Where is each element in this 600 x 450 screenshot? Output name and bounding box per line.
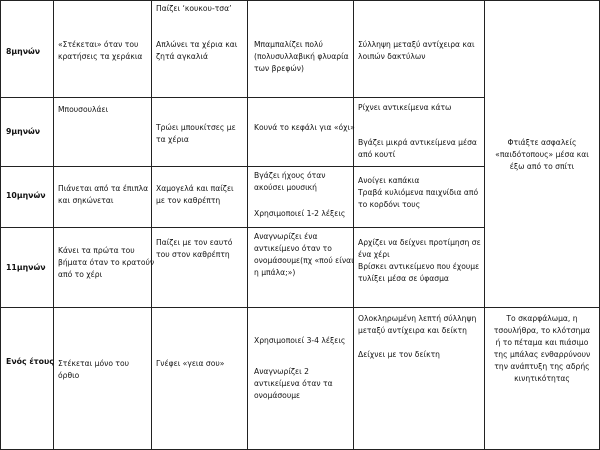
motor-note: τσουλήθρα, το κλότσημα — [493, 326, 591, 335]
cell-text: αντικείμενο όταν το — [254, 244, 332, 253]
motor-note: την ανάπτυξη της αδρής — [494, 362, 590, 371]
cell-text: Σύλληψη μεταξύ αντίχειρα και — [358, 40, 475, 49]
motor-note: κινητικότητας — [514, 374, 570, 383]
safety-note: έξω από το σπίτι — [509, 162, 575, 171]
safety-note: «παιδότοπους» μέσα και — [495, 150, 589, 159]
motor-note: ή το πέταμα και πιάσιμο — [495, 338, 589, 347]
cell-text: ονομάσουμε(πχ «πού είναι — [254, 256, 354, 265]
age-label: 11μηνών — [6, 263, 46, 272]
cell-text: Αρχίζει να δείχνει προτίμηση σε — [358, 238, 481, 247]
cell-text: από κουτί — [358, 150, 396, 159]
age-label: 10μηνών — [6, 191, 46, 200]
cell-text: Στέκεται μόνο του — [58, 359, 130, 368]
cell-text: όρθιο — [58, 371, 80, 380]
cell-text: Χρησιμοποιεί 3-4 λέξεις — [254, 336, 346, 345]
cell-text: του στον καθρέπτη — [156, 250, 230, 259]
row-divider — [0, 97, 484, 98]
cell-text: Βγάζει μικρά αντικείμενα μέσα — [358, 138, 477, 147]
cell-text: Αναγνωρίζει 2 — [254, 367, 309, 376]
cell-text: Ρίχνει αντικείμενα κάτω — [358, 103, 452, 112]
cell-text: βήματα όταν το κρατούν — [58, 258, 155, 267]
age-label: 8μηνών — [6, 47, 41, 56]
cell-text: Γνέφει «γεια σου» — [156, 359, 225, 368]
age-label: Ενός έτους — [6, 357, 54, 366]
cell-text: τα χέρια — [156, 135, 189, 144]
cell-text: Χαμογελά και παίζει — [156, 184, 234, 193]
cell-text: ζητά αγκαλιά — [156, 52, 208, 61]
cell-text: Παίζει με τον εαυτό — [156, 238, 233, 247]
cell-text: Αναγνωρίζει ένα — [254, 232, 318, 241]
cell-text: ονομάσουμε — [254, 391, 301, 400]
cell-text: Απλώνει τα χέρια και — [156, 40, 238, 49]
cell-text: η μπάλα;») — [254, 268, 296, 277]
column-divider — [53, 0, 54, 450]
column-divider — [0, 0, 1, 450]
cell-text: Κάνει τα πρώτα του — [58, 246, 135, 255]
cell-text: αντικείμενα όταν τα — [254, 379, 333, 388]
cell-text: Βρίσκει αντικείμενο που έχουμε — [358, 262, 480, 271]
cell-text: Τραβά κυλιόμενα παιχνίδια από — [358, 188, 479, 197]
cell-text: Μπαμπαλίζει πολύ — [254, 40, 323, 49]
cell-text: κρατήσεις τα χεράκια — [58, 52, 143, 61]
cell-text: Κουνά το κεφάλι για «όχι» — [254, 123, 355, 132]
cell-text: λοιπών δακτύλων — [358, 52, 426, 61]
motor-note: της μπάλας ενθαρρύνουν — [493, 350, 591, 359]
cell-text: Μπουσουλάει — [58, 105, 109, 114]
cell-text: Πιάνεται από τα έπιπλα — [58, 184, 149, 193]
cell-text: των βρεφών) — [254, 64, 304, 73]
cell-text: Παίζει ‘κουκου-τσα’ — [156, 4, 232, 13]
cell-text: (πολυσυλλαβική φλυαρία — [254, 52, 349, 61]
cell-text: Ολοκληρωμένη λεπτή σύλληψη — [358, 314, 477, 323]
cell-text: το κορδόνι τους — [358, 200, 421, 209]
column-divider — [247, 0, 248, 450]
column-divider — [353, 0, 354, 450]
cell-text: και σηκώνεται — [58, 196, 114, 205]
cell-text: Βγάζει ήχους όταν — [254, 171, 326, 180]
age-label: 9μηνών — [6, 127, 41, 136]
cell-text: Δείχνει με τον δείκτη — [358, 350, 440, 359]
cell-text: Χρησιμοποιεί 1-2 λέξεις — [254, 209, 346, 218]
column-divider — [151, 0, 152, 450]
safety-note: Φτιάξτε ασφαλείς — [507, 138, 577, 147]
cell-text: Τρώει μπουκίτσες με — [156, 123, 236, 132]
row-divider — [0, 227, 484, 228]
row-divider — [0, 166, 484, 167]
row-divider — [0, 307, 600, 308]
cell-text: από το χέρι — [58, 270, 103, 279]
cell-text: τυλίξει μέσα σε ύφασμα — [358, 274, 449, 283]
cell-text: μεταξύ αντίχειρα και δείκτη — [358, 326, 467, 335]
cell-text: Ανοίγει καπάκια — [358, 176, 420, 185]
cell-text: με τον καθρέπτη — [156, 196, 221, 205]
cell-text: ένα χέρι — [358, 250, 390, 259]
row-divider — [0, 0, 600, 1]
cell-text: ακούσει μουσική — [254, 183, 317, 192]
cell-text: «Στέκεται» όταν του — [58, 40, 139, 49]
motor-note: Το σκαρφάλωμα, η — [506, 314, 578, 323]
